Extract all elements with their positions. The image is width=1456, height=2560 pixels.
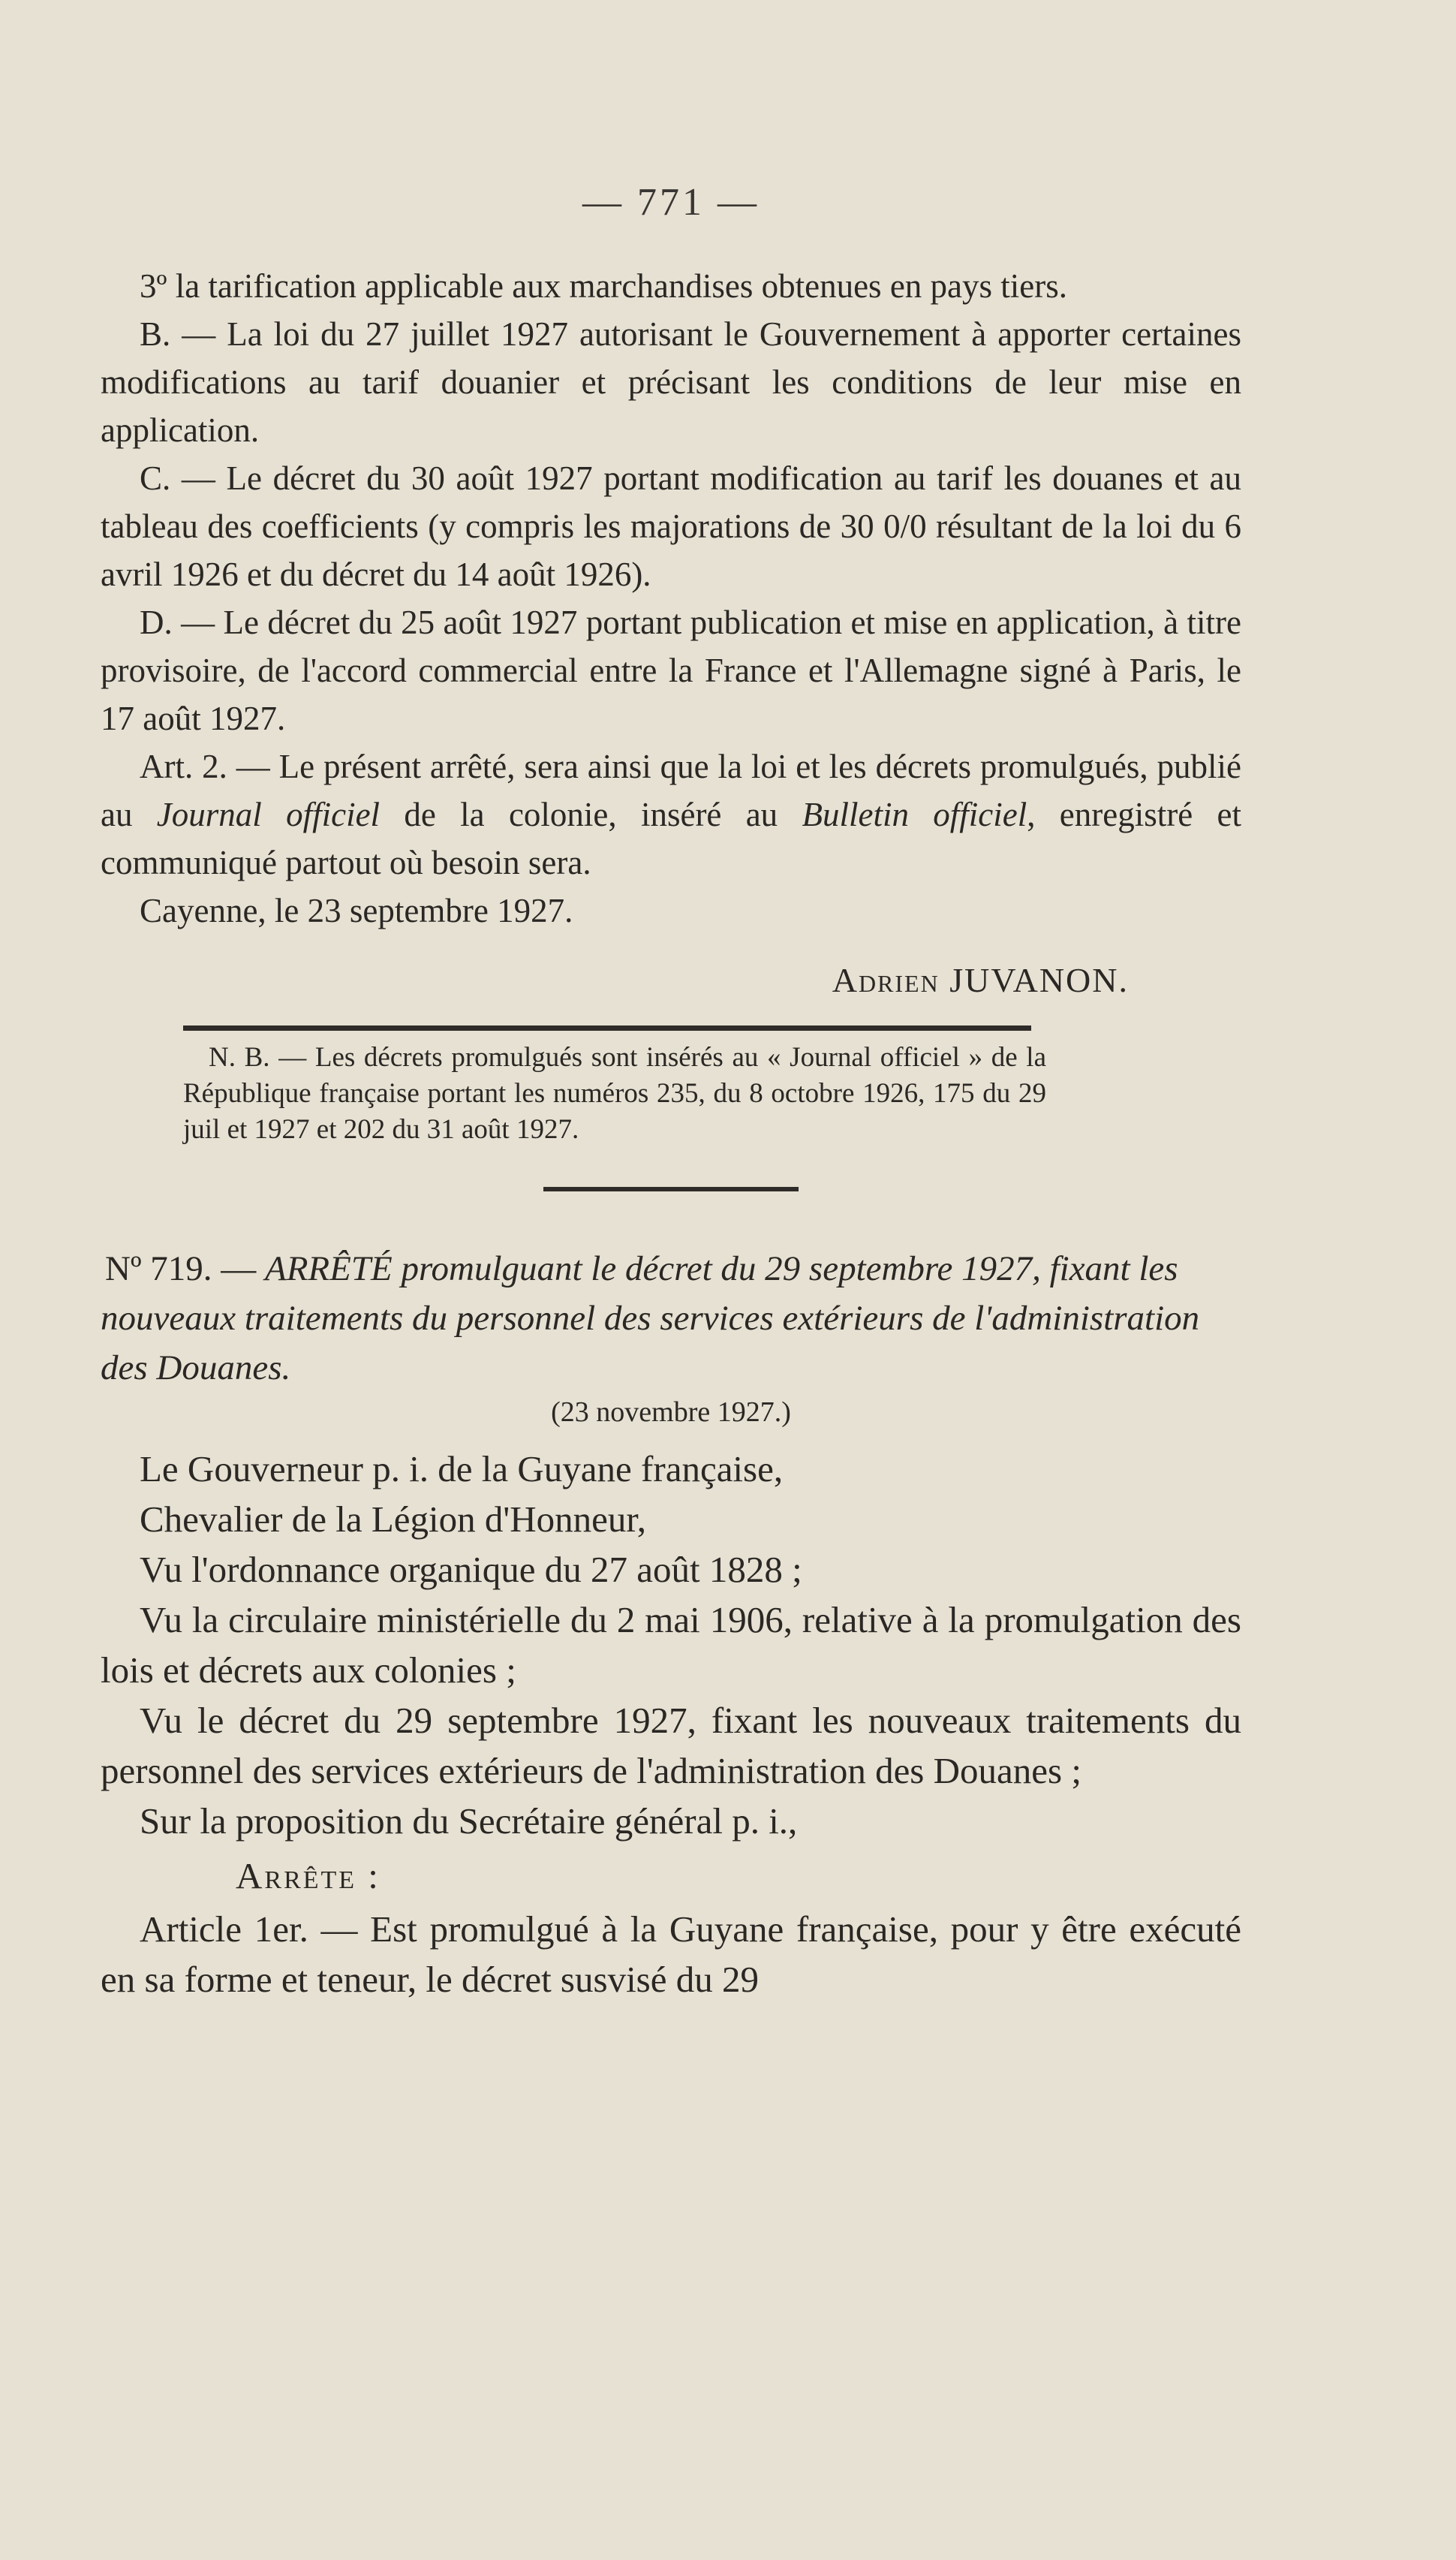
journal-officiel-title: Journal officiel <box>156 796 381 833</box>
visa-ordonnance: Vu l'ordonnance organique du 27 août 1828 ; <box>140 1549 802 1590</box>
page-content <box>101 180 1241 2004</box>
article-2-text-start: Art. 2. — Le présent arrêté, sera ainsi que la loi et les décrets promulgués, publié au <box>101 748 1241 833</box>
signature: Adrien JUVANON. <box>832 961 1129 999</box>
item-c-paragraph: C. — Le décret du 30 août 1927 portant modification au tarif les douanes et au tableau des coefficients (y compris les majorations de 30 0/0 résultant de la loi du 6 avril 1926 et du décret du 14 août 1926). <box>101 459 1241 593</box>
article-2-paragraph <box>101 742 1241 887</box>
decree-number: Nº 719. — <box>105 1249 266 1288</box>
visa-circulaire: Vu la circulaire ministérielle du 2 mai 1906, relative à la promulgation des lois et décrets aux colonies ; <box>101 1599 1241 1691</box>
footnote: N. B. — Les décrets promulgués sont insérés au « Journal officiel » de la République française portant les numéros 235, du 8 octobre 1926, 175 du 29 juil et 1927 et 202 du 31 août 1927. <box>183 1042 1046 1145</box>
item-d-paragraph: D. — Le décret du 25 août 1927 portant publication et mise en application, à titre provisoire, de l'accord commercial entre la France et l'Allemagne signé à Paris, le 17 août 1927. <box>101 604 1241 737</box>
decree-title: ARRÊTÉ promulguant le décret du 29 septembre 1927, fixant les nouveaux traitements du personnel des services extérieurs de l'administration des Douanes. <box>101 1249 1200 1387</box>
article-2-text-mid: de la colonie, inséré au <box>380 796 802 833</box>
visa-decret: Vu le décret du 29 septembre 1927, fixant les nouveaux traitements du personnel des services extérieurs de l'administration des Douanes ; <box>101 1700 1241 1791</box>
place-date: Cayenne, le 23 septembre 1927. <box>140 892 573 929</box>
governor-line: Le Gouverneur p. i. de la Guyane française, <box>140 1448 784 1489</box>
decree-date: (23 novembre 1927.) <box>551 1396 791 1428</box>
item-3-paragraph: 3º la tarification applicable aux marchandises obtenues en pays tiers. <box>140 267 1068 305</box>
section-divider <box>543 1187 799 1191</box>
footnote-rule <box>183 1026 1031 1031</box>
page-number: — 771 — <box>582 181 760 224</box>
item-b-paragraph: B. — La loi du 27 juillet 1927 autorisant le Gouvernement à apporter certaines modifications au tarif douanier et précisant les conditions de leur mise en application. <box>101 315 1241 449</box>
article-1-paragraph: Article 1er. — Est promulgué à la Guyane française, pour y être exécuté en sa forme et teneur, le décret susvisé du 29 <box>101 1908 1241 2000</box>
decree-heading <box>101 1244 1241 1393</box>
honour-line: Chevalier de la Légion d'Honneur, <box>140 1498 646 1540</box>
arrete-heading: Arrête : <box>236 1855 381 1896</box>
article-2-text-end: , enregistré et communiqué partout où besoin sera. <box>101 796 1242 881</box>
bulletin-officiel-title: Bulletin officiel <box>802 796 1027 833</box>
proposal-line: Sur la proposition du Secrétaire général p. i., <box>140 1800 798 1842</box>
